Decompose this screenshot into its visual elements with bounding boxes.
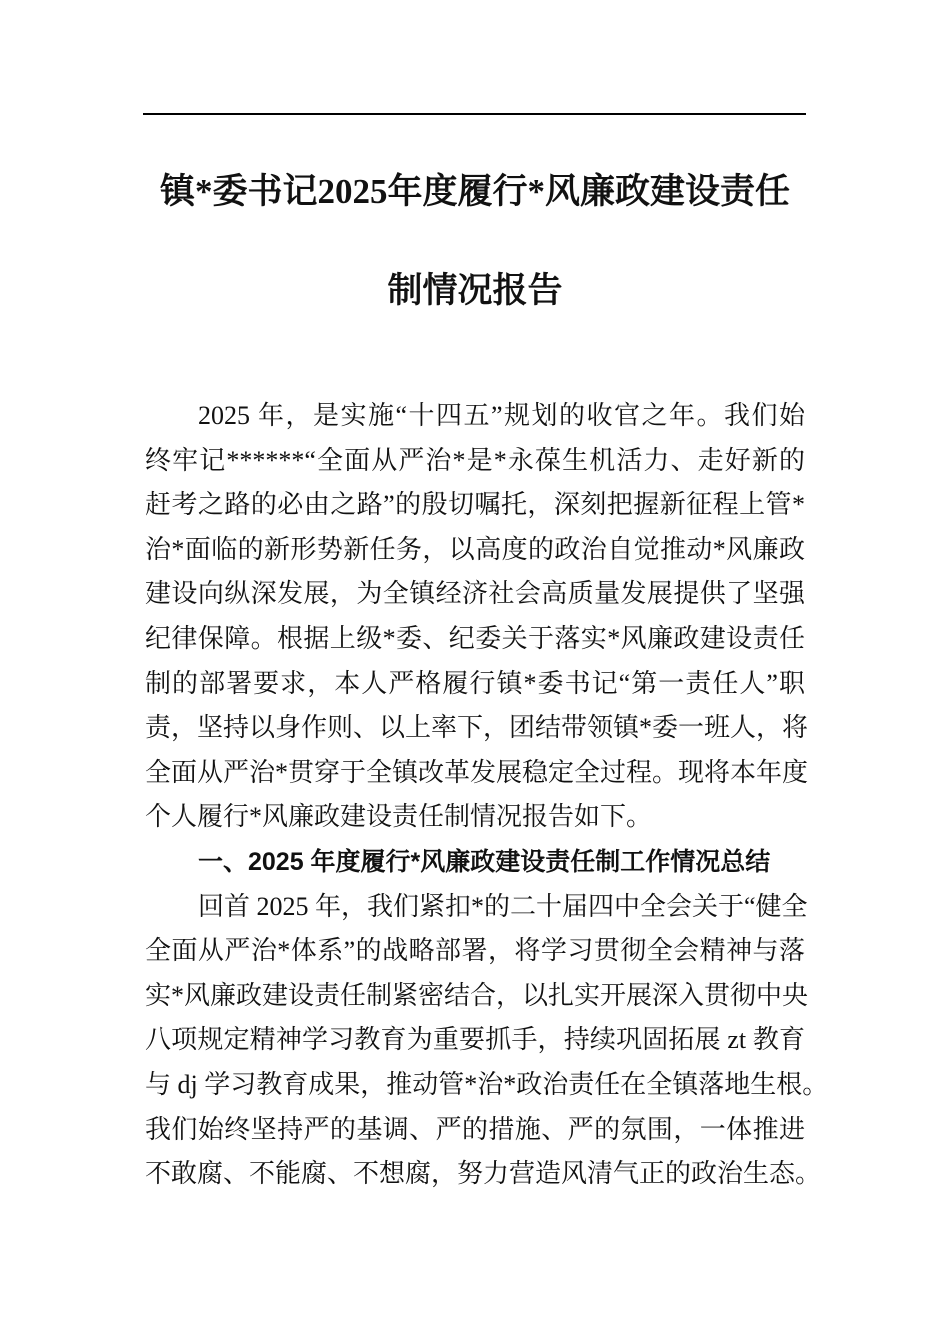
paragraph-line: 八项规定精神学习教育为重要抓手，持续巩固拓展 zt 教育	[145, 1025, 805, 1055]
paragraph-line: 不敢腐、不能腐、不想腐，努力营造风清气正的政治生态。	[145, 1159, 822, 1189]
section-heading: 一、2025 年度履行*风廉政建设责任制工作情况总结	[198, 847, 771, 876]
paragraph-line: 我们始终坚持严的基调、严的措施、严的氛围，一体推进	[145, 1114, 805, 1144]
document-body	[145, 394, 829, 1197]
paragraph-line: 2025 年，是实施“十四五”规划的收官之年。我们始	[198, 401, 805, 430]
paragraph-line: 纪律保障。根据上级*委、纪委关于落实*风廉政建设责任	[145, 623, 805, 653]
paragraph-line: 与 dj 学习教育成果，推动管*治*政治责任在全镇落地生根。	[145, 1069, 829, 1099]
paragraph-line: 全面从严治*体系”的战略部署，将学习贯彻全会精神与落	[145, 936, 805, 966]
paragraph-line: 建设向纵深发展，为全镇经济社会高质量发展提供了坚强	[145, 579, 805, 609]
header-rule	[143, 113, 806, 115]
paragraph-line: 责，坚持以身作则、以上率下，团结带领镇*委一班人，将	[145, 713, 809, 743]
paragraph-line: 全面从严治*贯穿于全镇改革发展稳定全过程。现将本年度	[145, 757, 809, 787]
document-title-line-2: 制情况报告	[387, 271, 563, 310]
paragraph-line: 制的部署要求，本人严格履行镇*委书记“第一责任人”职	[145, 668, 805, 698]
paragraph-line: 赶考之路的必由之路”的殷切嘱托，深刻把握新征程上管*	[145, 490, 805, 520]
paragraph-line: 个人履行*风廉政建设责任制情况报告如下。	[145, 802, 653, 832]
paragraph-line: 回首 2025 年，我们紧扣*的二十届四中全会关于“健全	[198, 891, 808, 921]
paragraph-line: 治*面临的新形势新任务，以高度的政治自觉推动*风廉政	[145, 534, 805, 564]
paragraph-line: 终牢记******“全面从严治*是*永葆生机活力、走好新的	[145, 445, 805, 475]
document-title-line-1: 镇*委书记2025年度履行*风廉政建设责任	[159, 172, 790, 211]
paragraph-line: 实*风廉政建设责任制紧密结合，以扎实开展深入贯彻中央	[145, 980, 809, 1010]
